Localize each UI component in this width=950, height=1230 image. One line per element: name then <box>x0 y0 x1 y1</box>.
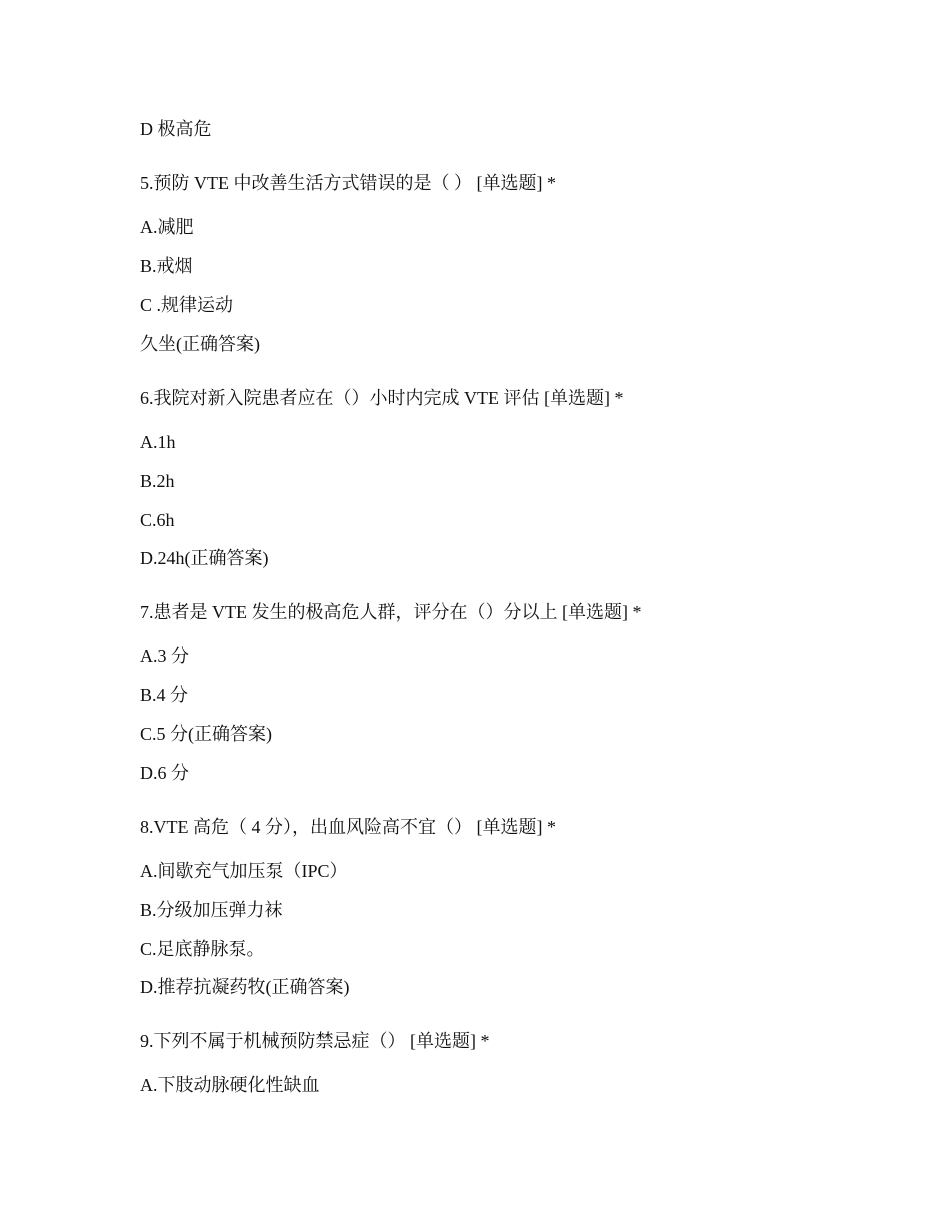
option-c-q7: C.5 分(正确答案) <box>140 724 272 744</box>
option-c-q8: C.足底静脉泵。 <box>140 939 265 959</box>
option-a-q5: A.减肥 <box>140 217 194 237</box>
option-b-q5: B.戒烟 <box>140 256 193 276</box>
option-d-q4: D 极高危 <box>140 119 212 139</box>
option-d-q7: D.6 分 <box>140 763 189 783</box>
option-b-q6: B.2h <box>140 471 175 491</box>
option-d-q8: D.推荐抗凝药牧(正确答案) <box>140 977 350 997</box>
option-a-q7: A.3 分 <box>140 646 189 666</box>
question-8: 8.VTE 高危（ 4 分），出血风险高不宜（） [单选题] * <box>140 817 556 837</box>
option-d-q5: 久坐(正确答案) <box>140 334 260 354</box>
option-a-q8: A.间歇充气加压泵（IPC） <box>140 861 348 881</box>
option-c-q5: C .规律运动 <box>140 295 234 315</box>
option-a-q6: A.1h <box>140 432 176 452</box>
question-9: 9.下列不属于机械预防禁忌症（） [单选题] * <box>140 1031 490 1051</box>
option-c-q6: C.6h <box>140 510 175 530</box>
question-5: 5.预防 VTE 中改善生活方式错误的是（ ） [单选题] * <box>140 173 556 193</box>
option-b-q8: B.分级加压弹力袜 <box>140 900 283 920</box>
option-b-q7: B.4 分 <box>140 685 189 705</box>
option-a-q9: A.下肢动脉硬化性缺血 <box>140 1075 320 1095</box>
option-d-q6: D.24h(正确答案) <box>140 548 269 568</box>
question-6: 6.我院对新入院患者应在（）小时内完成 VTE 评估 [单选题] * <box>140 388 624 408</box>
question-7: 7.患者是 VTE 发生的极高危人群，评分在（）分以上 [单选题] * <box>140 602 642 622</box>
